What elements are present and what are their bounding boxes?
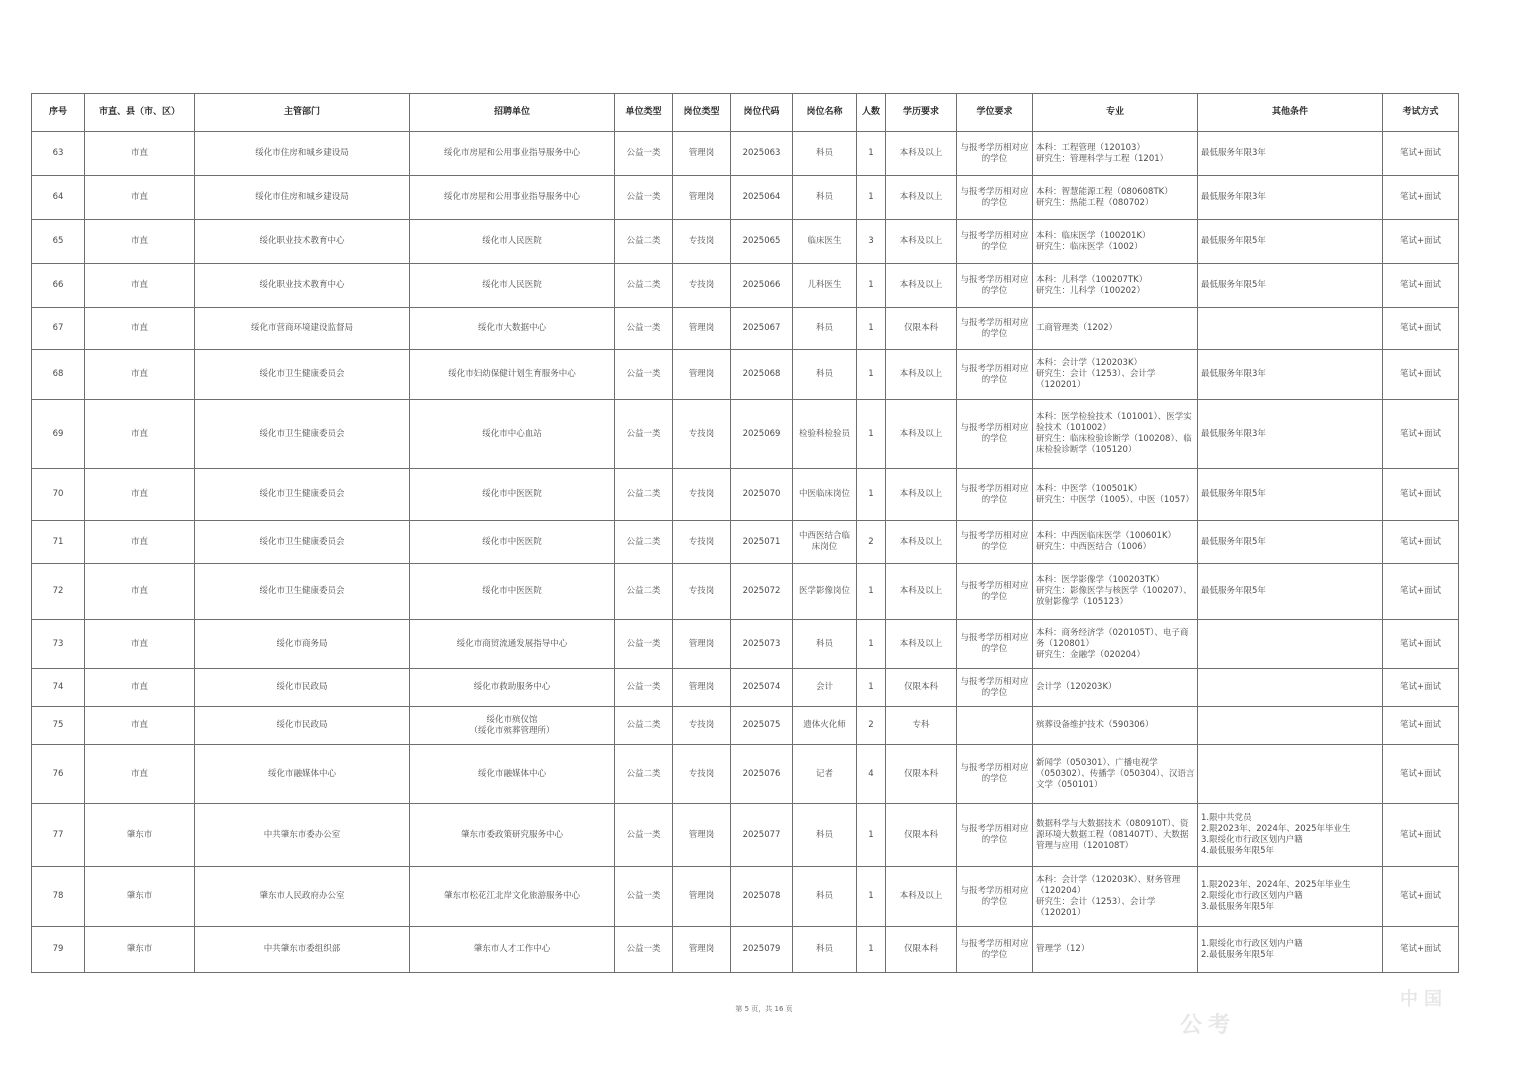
table-cell: 仅限本科 [886, 745, 957, 804]
table-row [32, 521, 1459, 564]
table-cell: 最低服务年限3年 [1198, 350, 1383, 400]
table-cell: 1 [857, 400, 886, 469]
table-cell: 肇东市 [85, 804, 195, 867]
table-cell: 绥化市中医医院 [410, 521, 615, 564]
table-cell: 64 [32, 176, 85, 220]
table-cell: 笔试+面试 [1383, 132, 1459, 176]
table-cell: 76 [32, 745, 85, 804]
table-cell: 检验科检验员 [793, 400, 857, 469]
table-cell: 与报考学历相对应的学位 [957, 669, 1033, 707]
table-row [32, 176, 1459, 220]
table-cell: 1 [857, 469, 886, 521]
table-cell: 科员 [793, 927, 857, 973]
table-cell: 本科及以上 [886, 220, 957, 264]
table-cell: 本科：中西医临床医学（100601K） 研究生：中西医结合（1006） [1033, 521, 1198, 564]
table-cell: 最低服务年限3年 [1198, 400, 1383, 469]
table-cell: 专技岗 [673, 564, 731, 620]
table-cell: 中医临床岗位 [793, 469, 857, 521]
table-cell: 本科及以上 [886, 867, 957, 927]
table-cell: 专技岗 [673, 745, 731, 804]
table-cell: 与报考学历相对应的学位 [957, 400, 1033, 469]
table-cell: 1 [857, 132, 886, 176]
table-cell: 69 [32, 400, 85, 469]
table-cell: 笔试+面试 [1383, 220, 1459, 264]
table-cell: 市直 [85, 707, 195, 745]
table-cell: 绥化市中医医院 [410, 564, 615, 620]
table-cell: 科员 [793, 867, 857, 927]
watermark-text: 中国 [1400, 989, 1448, 1010]
table-row [32, 707, 1459, 745]
table-cell: 2 [857, 707, 886, 745]
column-header: 考试方式 [1383, 94, 1459, 132]
table-row [32, 132, 1459, 176]
table-cell: 市直 [85, 220, 195, 264]
table-cell: 科员 [793, 804, 857, 867]
table-cell: 中西医结合临床岗位 [793, 521, 857, 564]
table-cell: 65 [32, 220, 85, 264]
table-cell: 管理岗 [673, 804, 731, 867]
column-header: 专业 [1033, 94, 1198, 132]
table-cell: 公益一类 [615, 867, 673, 927]
table-cell: 绥化市房屋和公用事业指导服务中心 [410, 176, 615, 220]
column-header: 主管部门 [195, 94, 410, 132]
table-cell: 公益一类 [615, 400, 673, 469]
table-cell: 市直 [85, 308, 195, 350]
table-cell: 3 [857, 220, 886, 264]
table-cell: 市直 [85, 176, 195, 220]
table-cell: 数据科学与大数据技术（080910T）、资源环境大数据工程（081407T）、大数据管理与应用（120108T） [1033, 804, 1198, 867]
table-cell: 63 [32, 132, 85, 176]
column-header: 岗位名称 [793, 94, 857, 132]
table-cell: 2025073 [731, 620, 793, 669]
table-cell: 绥化市中医医院 [410, 469, 615, 521]
table-cell: 79 [32, 927, 85, 973]
table-cell: 本科：儿科学（100207TK） 研究生：儿科学（100202） [1033, 264, 1198, 308]
table-cell: 科员 [793, 350, 857, 400]
table-cell: 2025078 [731, 867, 793, 927]
table-cell: 最低服务年限3年 [1198, 132, 1383, 176]
recruitment-table-container [31, 93, 1459, 973]
table-cell: 66 [32, 264, 85, 308]
table-cell: 与报考学历相对应的学位 [957, 132, 1033, 176]
table-cell: 75 [32, 707, 85, 745]
table-cell: 笔试+面试 [1383, 176, 1459, 220]
table-cell: 1 [857, 927, 886, 973]
table-cell: 市直 [85, 620, 195, 669]
table-cell: 最低服务年限5年 [1198, 220, 1383, 264]
column-header: 招聘单位 [410, 94, 615, 132]
table-cell: 市直 [85, 264, 195, 308]
table-cell: 市直 [85, 469, 195, 521]
table-cell: 公益二类 [615, 220, 673, 264]
table-cell: 管理岗 [673, 308, 731, 350]
table-cell: 2025063 [731, 132, 793, 176]
table-cell: 工商管理类（1202） [1033, 308, 1198, 350]
table-cell: 77 [32, 804, 85, 867]
table-cell: 市直 [85, 564, 195, 620]
table-cell: 最低服务年限5年 [1198, 564, 1383, 620]
table-cell [957, 707, 1033, 745]
table-cell: 市直 [85, 669, 195, 707]
column-header: 序号 [32, 94, 85, 132]
table-cell: 市直 [85, 400, 195, 469]
table-cell: 科员 [793, 620, 857, 669]
table-row [32, 927, 1459, 973]
table-cell: 绥化市融媒体中心 [410, 745, 615, 804]
table-cell: 中共肇东市委组织部 [195, 927, 410, 973]
table-cell [1198, 707, 1383, 745]
table-cell: 1.限2023年、2024年、2025年毕业生 2.限绥化市行政区划内户籍 3.最低服务年限5年 [1198, 867, 1383, 927]
table-cell: 2025068 [731, 350, 793, 400]
table-cell: 1 [857, 176, 886, 220]
table-cell: 与报考学历相对应的学位 [957, 745, 1033, 804]
table-cell: 管理岗 [673, 132, 731, 176]
table-cell: 与报考学历相对应的学位 [957, 264, 1033, 308]
table-cell: 遗体火化师 [793, 707, 857, 745]
table-cell: 本科：医学检验技术（101001）、医学实验技术（101002） 研究生：临床检验诊断学（100208）、临床检验诊断学（105120） [1033, 400, 1198, 469]
table-cell: 科员 [793, 176, 857, 220]
table-cell: 本科：中医学（100501K） 研究生：中医学（1005）、中医（1057） [1033, 469, 1198, 521]
table-cell: 绥化市融媒体中心 [195, 745, 410, 804]
table-cell: 2025065 [731, 220, 793, 264]
table-cell: 殡葬设备维护技术（590306） [1033, 707, 1198, 745]
table-cell: 本科及以上 [886, 132, 957, 176]
table-row [32, 564, 1459, 620]
table-cell: 2025064 [731, 176, 793, 220]
table-cell: 笔试+面试 [1383, 308, 1459, 350]
table-cell: 1 [857, 564, 886, 620]
table-cell: 2025067 [731, 308, 793, 350]
column-header: 岗位类型 [673, 94, 731, 132]
table-cell: 市直 [85, 745, 195, 804]
table-cell: 绥化市民政局 [195, 707, 410, 745]
table-cell: 本科：工程管理（120103） 研究生：管理科学与工程（1201） [1033, 132, 1198, 176]
table-cell: 笔试+面试 [1383, 564, 1459, 620]
table-cell: 与报考学历相对应的学位 [957, 220, 1033, 264]
table-cell: 仅限本科 [886, 927, 957, 973]
table-cell [1198, 745, 1383, 804]
table-cell: 72 [32, 564, 85, 620]
table-cell: 公益二类 [615, 564, 673, 620]
table-cell: 2025079 [731, 927, 793, 973]
table-cell: 本科及以上 [886, 176, 957, 220]
column-header: 人数 [857, 94, 886, 132]
table-cell: 1 [857, 264, 886, 308]
table-cell: 会计学（120203K） [1033, 669, 1198, 707]
table-cell: 2025076 [731, 745, 793, 804]
table-cell: 管理岗 [673, 927, 731, 973]
table-cell: 71 [32, 521, 85, 564]
table-cell: 绥化市中心血站 [410, 400, 615, 469]
table-cell: 2025075 [731, 707, 793, 745]
table-row [32, 308, 1459, 350]
table-cell: 笔试+面试 [1383, 804, 1459, 867]
table-cell: 67 [32, 308, 85, 350]
table-cell: 绥化市卫生健康委员会 [195, 469, 410, 521]
table-cell: 科员 [793, 308, 857, 350]
table-cell: 绥化市大数据中心 [410, 308, 615, 350]
table-cell: 与报考学历相对应的学位 [957, 521, 1033, 564]
table-cell: 绥化市救助服务中心 [410, 669, 615, 707]
table-cell: 专技岗 [673, 521, 731, 564]
table-cell: 临床医生 [793, 220, 857, 264]
table-cell: 笔试+面试 [1383, 350, 1459, 400]
table-cell: 绥化市商务局 [195, 620, 410, 669]
table-cell: 最低服务年限3年 [1198, 176, 1383, 220]
table-cell: 市直 [85, 521, 195, 564]
table-cell: 绥化市营商环境建设监督局 [195, 308, 410, 350]
table-cell: 绥化市卫生健康委员会 [195, 564, 410, 620]
table-cell: 记者 [793, 745, 857, 804]
table-cell: 绥化市卫生健康委员会 [195, 350, 410, 400]
table-cell: 最低服务年限5年 [1198, 521, 1383, 564]
column-header: 岗位代码 [731, 94, 793, 132]
table-cell: 2025074 [731, 669, 793, 707]
table-cell: 绥化职业技术教育中心 [195, 220, 410, 264]
column-header: 市直、县（市、区） [85, 94, 195, 132]
table-cell: 4 [857, 745, 886, 804]
table-cell: 与报考学历相对应的学位 [957, 469, 1033, 521]
table-cell: 本科及以上 [886, 521, 957, 564]
table-cell: 管理岗 [673, 620, 731, 669]
table-cell: 绥化市商贸流通发展指导中心 [410, 620, 615, 669]
table-cell: 1 [857, 867, 886, 927]
table-cell: 本科：医学影像学（100203TK） 研究生：影像医学与核医学（100207）、放射影像学（105123） [1033, 564, 1198, 620]
table-cell: 肇东市人民政府办公室 [195, 867, 410, 927]
table-cell: 管理岗 [673, 669, 731, 707]
table-cell: 与报考学历相对应的学位 [957, 804, 1033, 867]
table-cell: 科员 [793, 132, 857, 176]
table-cell: 公益一类 [615, 804, 673, 867]
table-cell: 1 [857, 350, 886, 400]
table-cell: 1 [857, 308, 886, 350]
table-cell: 1.限绥化市行政区划内户籍 2.最低服务年限5年 [1198, 927, 1383, 973]
table-cell: 2025072 [731, 564, 793, 620]
table-cell: 公益二类 [615, 707, 673, 745]
table-cell: 肇东市 [85, 927, 195, 973]
table-row [32, 350, 1459, 400]
table-cell: 笔试+面试 [1383, 745, 1459, 804]
table-cell: 笔试+面试 [1383, 867, 1459, 927]
table-cell: 笔试+面试 [1383, 707, 1459, 745]
table-cell: 仅限本科 [886, 308, 957, 350]
table-cell: 绥化职业技术教育中心 [195, 264, 410, 308]
table-cell: 2025066 [731, 264, 793, 308]
table-cell: 与报考学历相对应的学位 [957, 350, 1033, 400]
table-cell: 专技岗 [673, 400, 731, 469]
table-cell: 与报考学历相对应的学位 [957, 176, 1033, 220]
watermark-text: 公考 [1180, 1013, 1237, 1038]
table-cell: 笔试+面试 [1383, 521, 1459, 564]
table-cell: 70 [32, 469, 85, 521]
table-cell: 68 [32, 350, 85, 400]
column-header: 单位类型 [615, 94, 673, 132]
table-header-row [32, 94, 1459, 132]
table-cell: 肇东市人才工作中心 [410, 927, 615, 973]
table-cell: 绥化市住房和城乡建设局 [195, 132, 410, 176]
table-cell: 新闻学（050301）、广播电视学（050302）、传播学（050304）、汉语言文学（050101） [1033, 745, 1198, 804]
table-cell: 肇东市松花江北岸文化旅游服务中心 [410, 867, 615, 927]
table-cell: 专科 [886, 707, 957, 745]
table-cell: 绥化市卫生健康委员会 [195, 400, 410, 469]
table-cell: 1 [857, 620, 886, 669]
table-row [32, 264, 1459, 308]
table-cell: 笔试+面试 [1383, 927, 1459, 973]
table-row [32, 469, 1459, 521]
table-cell: 绥化市人民医院 [410, 220, 615, 264]
table-cell [1198, 620, 1383, 669]
table-row [32, 745, 1459, 804]
table-cell: 本科：智慧能源工程（080608TK） 研究生：热能工程（080702） [1033, 176, 1198, 220]
table-cell: 与报考学历相对应的学位 [957, 927, 1033, 973]
table-cell: 公益二类 [615, 469, 673, 521]
table-cell: 公益一类 [615, 927, 673, 973]
table-row [32, 220, 1459, 264]
table-cell: 笔试+面试 [1383, 620, 1459, 669]
table-cell: 本科及以上 [886, 620, 957, 669]
table-cell: 公益一类 [615, 176, 673, 220]
table-cell: 本科及以上 [886, 264, 957, 308]
table-cell: 绥化市房屋和公用事业指导服务中心 [410, 132, 615, 176]
table-cell: 1.限中共党员 2.限2023年、2024年、2025年毕业生 3.限绥化市行政区划内户籍 4.最低服务年限5年 [1198, 804, 1383, 867]
table-cell: 本科：会计学（120203K） 研究生：会计（1253）、会计学（120201） [1033, 350, 1198, 400]
table-row [32, 400, 1459, 469]
table-cell: 绥化市住房和城乡建设局 [195, 176, 410, 220]
table-cell: 1 [857, 669, 886, 707]
recruitment-table [31, 93, 1459, 973]
table-cell: 与报考学历相对应的学位 [957, 867, 1033, 927]
column-header: 学历要求 [886, 94, 957, 132]
table-cell: 本科及以上 [886, 400, 957, 469]
table-cell: 绥化市殡仪馆 （绥化市殡葬管理所） [410, 707, 615, 745]
table-cell: 肇东市 [85, 867, 195, 927]
table-cell: 管理岗 [673, 176, 731, 220]
table-cell: 公益一类 [615, 350, 673, 400]
table-row [32, 669, 1459, 707]
table-cell: 医学影像岗位 [793, 564, 857, 620]
table-cell: 本科：临床医学（100201K） 研究生：临床医学（1002） [1033, 220, 1198, 264]
table-row [32, 620, 1459, 669]
table-cell: 专技岗 [673, 264, 731, 308]
table-cell: 公益二类 [615, 745, 673, 804]
table-cell: 儿科医生 [793, 264, 857, 308]
page-footer: 第 5 页，共 16 页 [735, 1005, 793, 1013]
table-cell: 本科：商务经济学（020105T）、电子商务（120801） 研究生：金融学（020204） [1033, 620, 1198, 669]
table-cell: 会计 [793, 669, 857, 707]
table-row [32, 867, 1459, 927]
table-cell: 本科及以上 [886, 564, 957, 620]
table-cell: 专技岗 [673, 220, 731, 264]
table-cell: 2025077 [731, 804, 793, 867]
table-cell: 管理学（12） [1033, 927, 1198, 973]
table-cell [1198, 669, 1383, 707]
table-cell: 公益一类 [615, 308, 673, 350]
table-cell: 2025070 [731, 469, 793, 521]
table-cell: 78 [32, 867, 85, 927]
table-cell: 公益一类 [615, 620, 673, 669]
table-cell: 绥化市人民医院 [410, 264, 615, 308]
table-cell: 1 [857, 804, 886, 867]
table-cell: 专技岗 [673, 707, 731, 745]
table-cell: 仅限本科 [886, 669, 957, 707]
table-cell: 公益二类 [615, 521, 673, 564]
table-cell: 公益一类 [615, 669, 673, 707]
table-cell: 专技岗 [673, 469, 731, 521]
table-cell: 本科及以上 [886, 350, 957, 400]
table-cell: 公益二类 [615, 264, 673, 308]
table-cell: 最低服务年限5年 [1198, 264, 1383, 308]
table-cell: 笔试+面试 [1383, 264, 1459, 308]
table-cell: 2025069 [731, 400, 793, 469]
table-cell: 笔试+面试 [1383, 400, 1459, 469]
table-cell: 笔试+面试 [1383, 669, 1459, 707]
table-cell: 仅限本科 [886, 804, 957, 867]
table-cell: 绥化市民政局 [195, 669, 410, 707]
table-cell: 市直 [85, 350, 195, 400]
table-cell: 绥化市妇幼保健计划生育服务中心 [410, 350, 615, 400]
table-cell: 74 [32, 669, 85, 707]
table-cell: 2 [857, 521, 886, 564]
table-cell [1198, 308, 1383, 350]
table-cell: 最低服务年限5年 [1198, 469, 1383, 521]
table-cell: 73 [32, 620, 85, 669]
table-cell: 公益一类 [615, 132, 673, 176]
table-cell: 本科：会计学（120203K）、财务管理（120204） 研究生：会计（1253）、会计学（120201） [1033, 867, 1198, 927]
table-cell: 与报考学历相对应的学位 [957, 620, 1033, 669]
table-cell: 市直 [85, 132, 195, 176]
table-cell: 管理岗 [673, 350, 731, 400]
table-cell: 肇东市委政策研究服务中心 [410, 804, 615, 867]
table-cell: 管理岗 [673, 867, 731, 927]
table-cell: 2025071 [731, 521, 793, 564]
column-header: 其他条件 [1198, 94, 1383, 132]
table-cell: 本科及以上 [886, 469, 957, 521]
table-cell: 笔试+面试 [1383, 469, 1459, 521]
table-cell: 绥化市卫生健康委员会 [195, 521, 410, 564]
table-cell: 与报考学历相对应的学位 [957, 564, 1033, 620]
table-cell: 与报考学历相对应的学位 [957, 308, 1033, 350]
column-header: 学位要求 [957, 94, 1033, 132]
table-cell: 中共肇东市委办公室 [195, 804, 410, 867]
table-row [32, 804, 1459, 867]
